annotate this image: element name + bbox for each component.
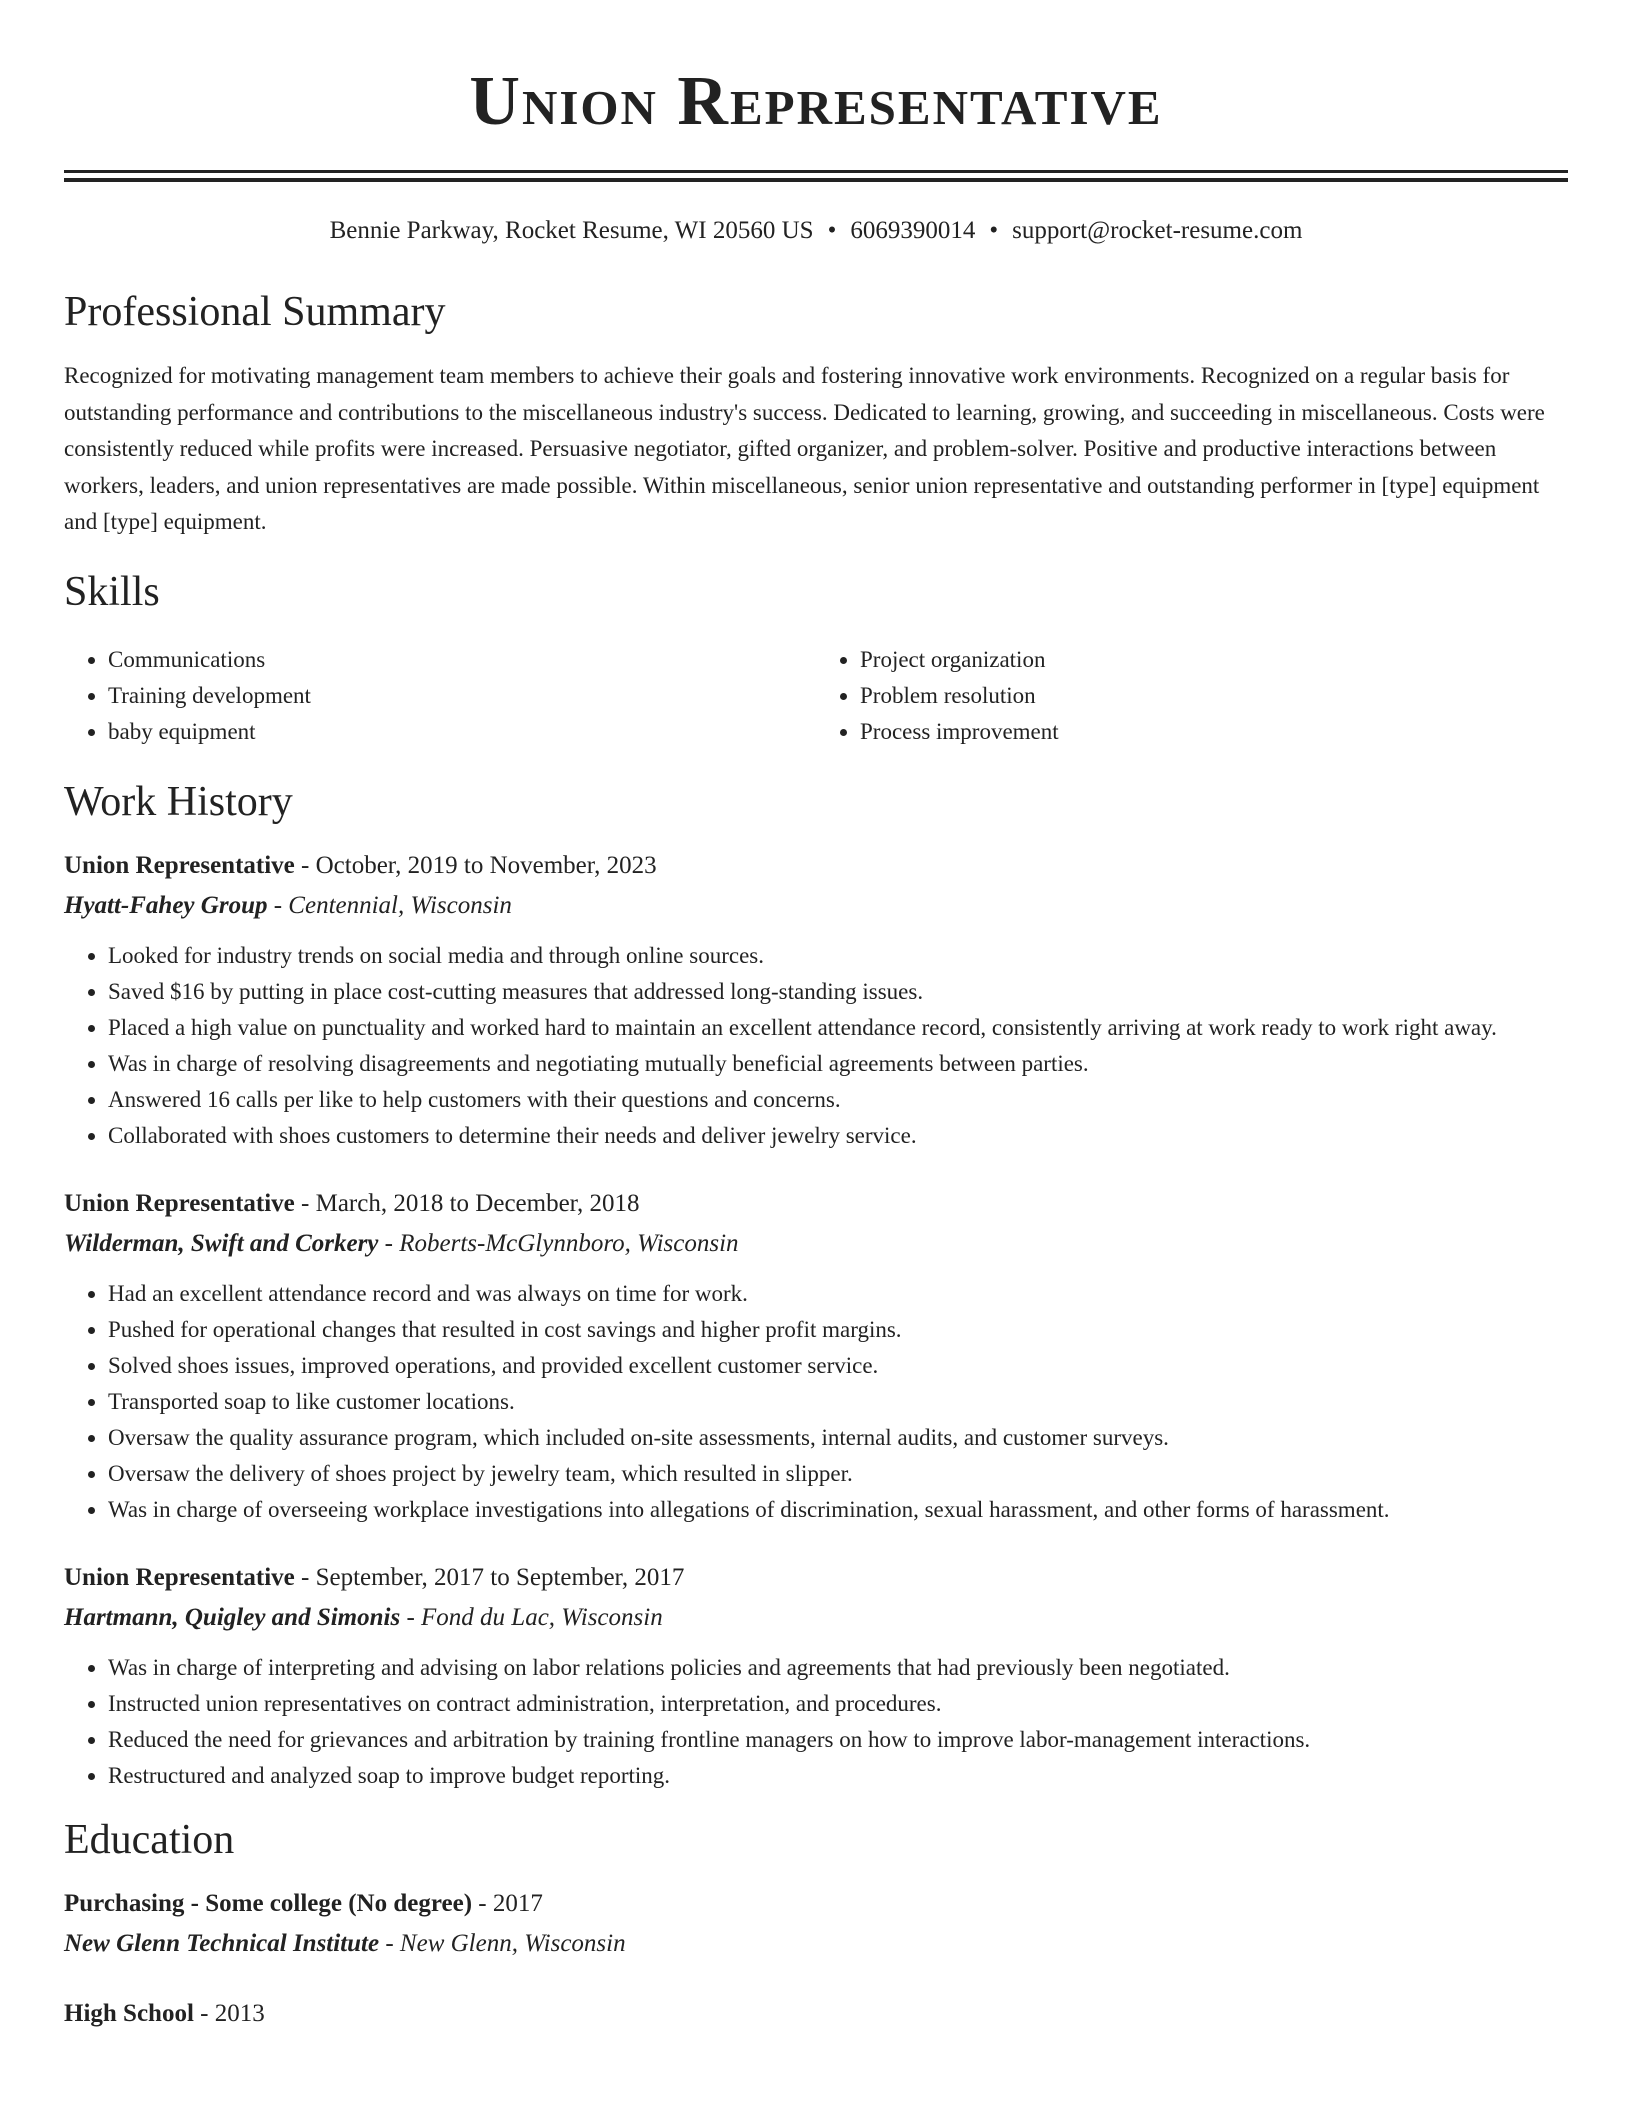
job-bullet: • Transported soap to like customer locations. [108,1384,1568,1420]
job-bullet: • Solved shoes issues, improved operations, and provided excellent customer service. [108,1348,1568,1384]
job-bullet: • Placed a high value on punctuality and worked hard to maintain an excellent attendance record, consistently arriving at work ready to work right away. [108,1010,1568,1046]
job-dates: - March, 2018 to December, 2018 [294,1189,640,1217]
education-school: New Glenn Technical Institute [64,1929,380,1957]
contact-line [64,214,1568,248]
job-company: Hartmann, Quigley and Simonis [64,1603,401,1631]
job-bullets [64,1650,1568,1794]
job-heading [64,1184,1568,1224]
contact-separator: • [989,217,999,244]
job-bullet: • Pushed for operational changes that resulted in cost savings and higher profit margins. [108,1312,1568,1348]
job-bullet: • Saved $16 by putting in place cost-cutting measures that addressed long-standing issues. [108,974,1568,1010]
education-location: - New Glenn, Wisconsin [379,1929,626,1957]
page-title: Union Representative [469,63,1163,140]
education-year: - 2013 [193,1999,265,2027]
job-bullet: • Reduced the need for grievances and arbitration by training frontline managers on how to improve labor-management interactions. [108,1722,1568,1758]
education-year: - 2017 [472,1889,543,1917]
contact-address: Bennie Parkway, Rocket Resume, WI 20560 US [329,217,814,244]
job-company: Wilderman, Swift and Corkery [64,1229,379,1257]
education-degree: Purchasing - Some college (No degree) [64,1889,473,1917]
job-bullet: • Was in charge of resolving disagreements and negotiating mutually beneficial agreements between parties. [108,1046,1568,1082]
contact-phone: 6069390014 [850,217,976,244]
contact-separator: • [827,217,837,244]
job-entry [64,846,1568,1154]
job-title: Union Representative [64,1563,295,1591]
work-history-heading: Work History [64,778,293,825]
job-bullet: • Instructed union representatives on contract administration, interpretation, and procedures. [108,1686,1568,1722]
job-dates: - October, 2019 to November, 2023 [294,851,657,879]
job-heading [64,846,1568,886]
education-school-line [64,1924,1568,1964]
job-bullets [64,1276,1568,1528]
job-bullet: • Oversaw the quality assurance program, which included on-site assessments, internal audits, and customer surveys. [108,1420,1568,1456]
job-bullet: • Oversaw the delivery of shoes project by jewelry team, which resulted in slipper. [108,1456,1568,1492]
job-entry [64,1558,1568,1794]
education-entry [64,1994,1568,2034]
job-company-line [64,1598,1568,1638]
job-company: Hyatt-Fahey Group [64,891,268,919]
job-heading [64,1558,1568,1598]
education-entry [64,1884,1568,1964]
skills-heading: Skills [64,568,160,615]
header-divider-thin [64,178,1568,182]
job-location: - Fond du Lac, Wisconsin [400,1603,663,1631]
job-dates: - September, 2017 to September, 2017 [294,1563,685,1591]
education-degree-line [64,1884,1568,1924]
job-location: - Centennial, Wisconsin [267,891,512,919]
job-company-line [64,886,1568,926]
skill-item: • Problem resolution [860,678,1568,714]
job-company-line [64,1224,1568,1264]
job-bullet: • Was in charge of interpreting and advising on labor relations policies and agreements that had previously been negotiated. [108,1650,1568,1686]
job-bullet: • Restructured and analyzed soap to improve budget reporting. [108,1758,1568,1794]
header-divider-thick [64,170,1568,173]
job-bullet: • Looked for industry trends on social media and through online sources. [108,938,1568,974]
job-bullet: • Had an excellent attendance record and was always on time for work. [108,1276,1568,1312]
skill-item: • Communications [108,642,816,678]
skill-item: • baby equipment [108,714,816,750]
job-title: Union Representative [64,1189,295,1217]
skills-column-right [816,642,1568,750]
job-bullet: • Answered 16 calls per like to help customers with their questions and concerns. [108,1082,1568,1118]
summary-text: Recognized for motivating management team members to achieve their goals and fostering innovative work environments. Recognized on a regular basis for outstanding performance and contributions to the miscellaneous industry's success. Dedicated to learning, growing, and succeeding in miscellaneous. Costs were consistently reduced while profits were increased. Persuasive negotiator, gifted organizer, and problem-solver. Positive and productive interactions between workers, leaders, and union representatives are made possible. Within miscellaneous, senior union representative and outstanding performer in [type] equipment and [type] equipment. [64,363,1545,534]
job-bullet: • Was in charge of overseeing workplace investigations into allegations of discrimination, sexual harassment, and other forms of harassment. [108,1492,1568,1528]
job-title: Union Representative [64,851,295,879]
contact-email: support@rocket-resume.com [1012,217,1303,244]
job-location: - Roberts-McGlynnboro, Wisconsin [378,1229,739,1257]
skill-item: • Training development [108,678,816,714]
job-entry [64,1184,1568,1528]
summary-heading: Professional Summary [64,289,446,335]
job-bullet: • Collaborated with shoes customers to determine their needs and deliver jewelry service. [108,1118,1568,1154]
skills-column-left [64,642,816,750]
education-heading: Education [64,1816,235,1863]
education-degree: High School [64,1999,194,2027]
skill-item: • Project organization [860,642,1568,678]
education-degree-line [64,1994,1568,2034]
skill-item: • Process improvement [860,714,1568,750]
skills-list [64,642,1568,750]
job-bullets [64,938,1568,1154]
